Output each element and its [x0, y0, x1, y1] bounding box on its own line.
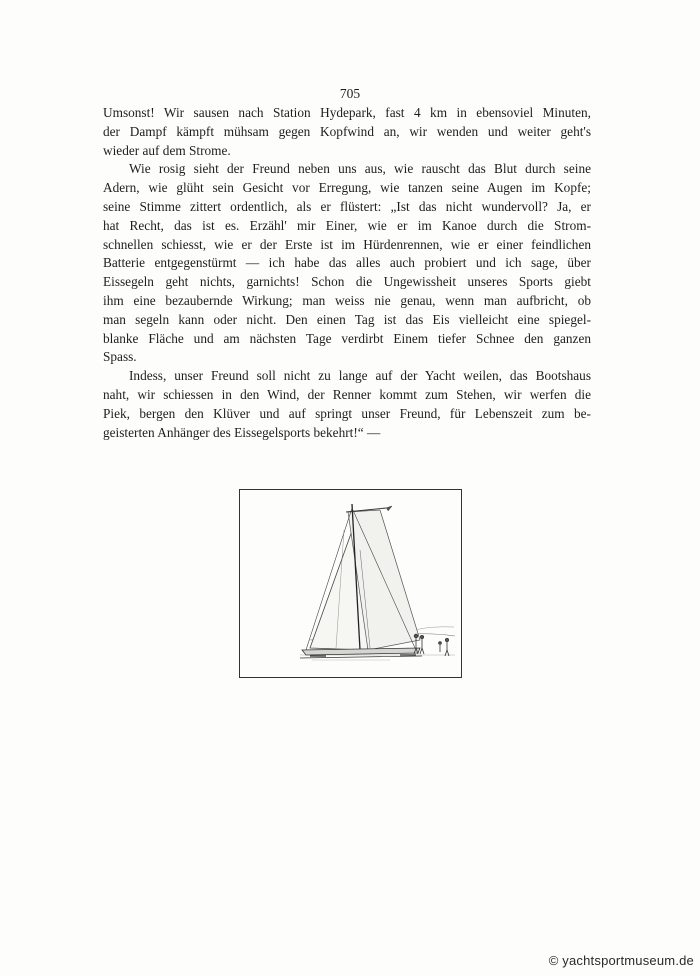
text-line: Spass.: [103, 349, 137, 365]
ice-yacht-drawing: [240, 490, 461, 677]
text-line: wieder auf dem Strome.: [103, 142, 231, 158]
watermark: © yachtsportmuseum.de: [548, 953, 694, 968]
text-line: schnellen schiesst, wie er der Erste ist im Hürdenrennen, wie er einer feindlichen: [103, 236, 591, 252]
text-line: ihm eine bezaubernde Wirkung; man weiss nie genau, wenn man aufbricht, ob: [103, 292, 591, 308]
text-line: blanke Fläche und am nächsten Tage verdirbt Einem tiefer Schnee den ganzen: [103, 330, 591, 346]
text-line: Adern, wie glüht sein Gesicht vor Erregung, wie tanzen seine Augen im Kopfe;: [103, 180, 591, 196]
text-line: Batterie entgegenstürmt — ich habe das alles auch probiert und ich sage, über: [103, 255, 591, 271]
body-text: [103, 104, 591, 442]
text-line: man segeln kann oder nicht. Den einen Tag ist das Eis vielleicht eine spiegel-: [103, 311, 591, 327]
text-line: der Dampf kämpft mühsam gegen Kopfwind an, wir wenden und weiter geht's: [103, 123, 591, 139]
ice-yacht-illustration: [239, 489, 462, 678]
text-line: Umsonst! Wir sausen nach Station Hydepark, fast 4 km in ebensoviel Minuten,: [103, 105, 591, 120]
text-line: Eissegeln geht nichts, garnichts! Schon die Ungewissheit unseres Sports giebt: [103, 274, 591, 290]
text-line: Piek, bergen den Klüver und auf springt unser Freund, für Lebenszeit zum be-: [103, 405, 591, 421]
text-line: Indess, unser Freund soll nicht zu lange auf der Yacht weilen, das Bootshaus: [129, 368, 591, 384]
text-line: naht, wir schiessen in den Wind, der Renner kommt zum Stehen, wir werfen die: [103, 386, 591, 402]
text-line: seine Stimme zittert ordentlich, als er flüstert: „Ist das nicht wundervoll? Ja, er: [103, 198, 591, 214]
text-line: geisterten Anhänger des Eissegelsports bekehrt!“ —: [103, 424, 381, 440]
page-number: 705: [339, 86, 361, 101]
text-line: hat Recht, das ist es. Erzähl' mir Einer, wie er im Kanoe durch die Strom-: [103, 217, 591, 233]
text-line: Wie rosig sieht der Freund neben uns aus, wie rauscht das Blut durch seine: [129, 161, 591, 177]
